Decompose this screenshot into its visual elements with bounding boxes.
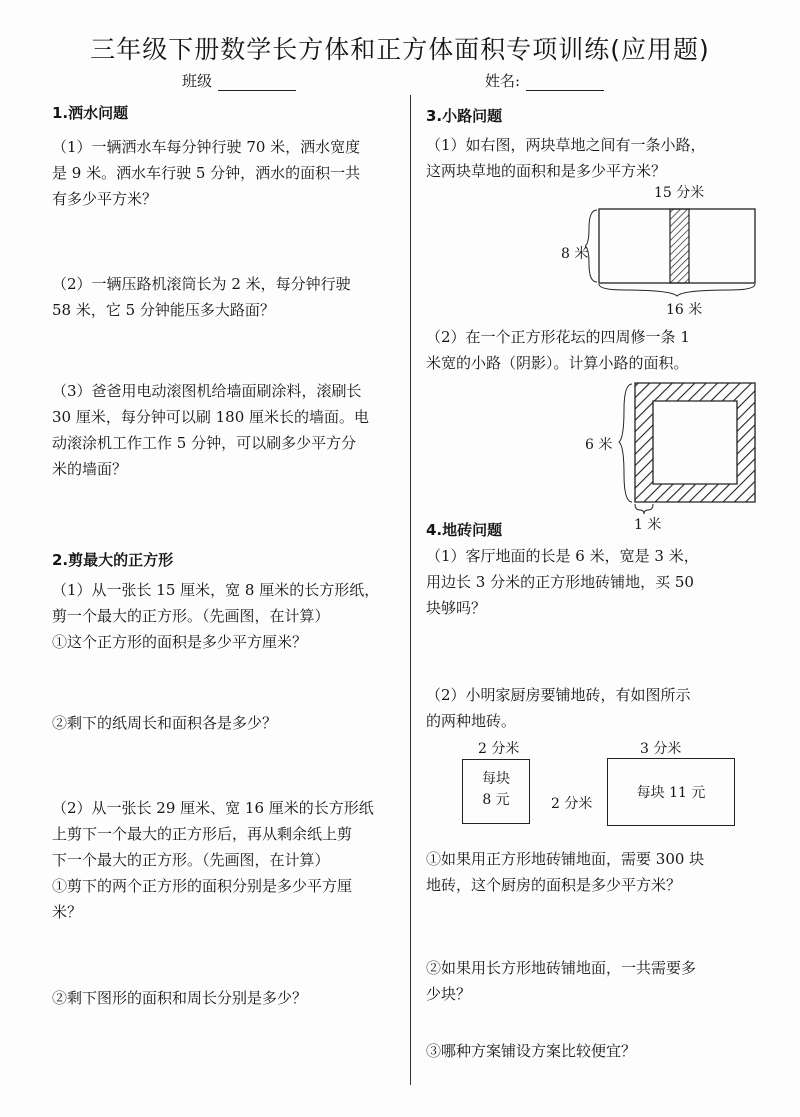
- s1-q3: （3）爸爸用电动滚图机给墙面刷涂料，滚刷长 30 厘米，每分钟可以刷 180 厘米长的墙面。电 动滚涂机工作工作 5 分钟，可以刷多少平方分 米的墙面？: [52, 382, 370, 478]
- name-blank[interactable]: [526, 76, 604, 91]
- square-tile-text-2: 8 元: [482, 792, 510, 808]
- fig1-lawn-diagram: [585, 198, 765, 303]
- s4-q2a: ①如果用正方形地砖铺地面，需要 300 块 地砖，这个厨房的面积是多少平方米？: [426, 850, 705, 894]
- column-divider: [410, 95, 411, 1085]
- rect-tile-text: 每块 11 元: [636, 785, 706, 801]
- s1-q1: （1）一辆洒水车每分钟行驶 70 米，洒水宽度 是 9 米。洒水车行驶 5 分钟，洒水的面积一共 有多少平方米？: [52, 138, 361, 208]
- s4-q2c: ③哪种方案铺设方案比较便宜？: [426, 1042, 637, 1060]
- section-1-heading: 1.洒水问题: [52, 104, 129, 122]
- fig1-top-label: 15 分米: [654, 185, 705, 201]
- square-tile-text-1: 每块: [482, 771, 510, 787]
- s4-q2: （2）小明家厨房要铺地砖，有如图所示 的两种地砖。: [426, 686, 691, 730]
- fig3-square-top-label: 2 分米: [478, 741, 520, 757]
- s2-q2: （2）从一张长 29 厘米、宽 16 厘米的长方形纸 上剪下一个最大的正方形后，再从剩余纸上剪 下一个最大的正方形。（先画图，在计算） ①剪下的两个正方形的面积分别是多少平方厘 米？: [52, 799, 374, 921]
- fig1-path-hatched: [670, 209, 689, 283]
- s3-q1: （1）如右图，两块草地之间有一条小路， 这两块草地的面积和是多少平方米？: [426, 136, 706, 180]
- fig2-left-brace: [619, 384, 632, 502]
- square-tile: [462, 759, 530, 824]
- rect-tile: [607, 758, 735, 826]
- s4-q1: （1）客厅地面的长是 6 米，宽是 3 米， 用边长 3 分米的正方形地砖铺地，买 50 块够吗？: [426, 547, 699, 617]
- class-blank[interactable]: [218, 76, 296, 91]
- fig2-bottom-brace: [635, 504, 653, 514]
- s1-q2: （2）一辆压路机滚筒长为 2 米，每分钟行驶 58 米，它 5 分钟能压多大路面？: [52, 275, 351, 319]
- s4-q2b: ②如果用长方形地砖铺地面，一共需要多 少块？: [426, 959, 697, 1003]
- s2-q1b: ②剩下的纸周长和面积各是多少？: [52, 714, 278, 732]
- section-3-heading: 3.小路问题: [426, 107, 503, 125]
- class-label: 班级: [182, 72, 213, 90]
- s2-q1: （1）从一张长 15 厘米，宽 8 厘米的长方形纸， 剪一个最大的正方形。（先画图，在计算） ①这个正方形的面积是多少平方厘米？: [52, 581, 380, 651]
- section-2-heading: 2.剪最大的正方形: [52, 551, 174, 569]
- fig2-left-label: 6 米: [585, 437, 613, 453]
- section-4-heading: 4.地砖问题: [426, 521, 503, 539]
- name-field: [485, 70, 604, 91]
- class-field: [182, 70, 296, 91]
- fig2-garden-diagram: [618, 380, 760, 520]
- s3-q2: （2）在一个正方形花坛的四周修一条 1 米宽的小路（阴影）。计算小路的面积。: [426, 328, 690, 372]
- fig3-mid-label: 2 分米: [551, 796, 593, 812]
- fig1-bottom-brace: [599, 284, 755, 296]
- fig2-hatched-path: [635, 383, 755, 502]
- fig1-bottom-label: 16 米: [666, 302, 703, 318]
- s2-q2b: ②剩下图形的面积和周长分别是多少？: [52, 989, 308, 1007]
- page-title: 三年级下册数学长方体和正方体面积专项训练(应用题): [90, 35, 710, 64]
- fig1-left-label: 8 米: [561, 246, 589, 262]
- name-label: 姓名:: [485, 72, 521, 90]
- fig1-left-brace: [585, 210, 597, 282]
- fig2-bottom-label: 1 米: [634, 517, 662, 533]
- fig3-rect-top-label: 3 分米: [640, 741, 682, 757]
